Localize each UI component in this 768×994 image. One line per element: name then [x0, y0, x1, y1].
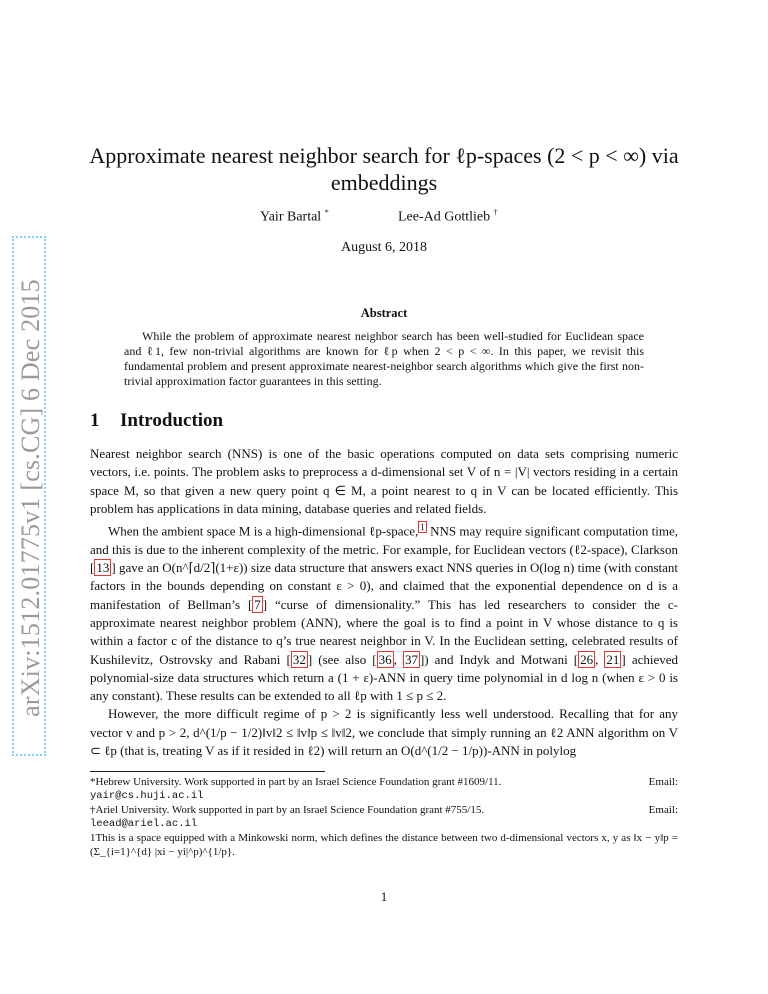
- footnote-affiliation-1: *Hebrew University. Work supported in part by an Israel Science Foundation grant #1609/11. Email:: [90, 776, 678, 788]
- arxiv-stamp[interactable]: arXiv:1512.01775v1 [cs.CG] 6 Dec 2015: [16, 279, 45, 717]
- footnote-link-1[interactable]: 1: [420, 522, 425, 533]
- arxiv-stamp-box: [12, 236, 46, 756]
- section-heading: [90, 410, 490, 432]
- citation-7[interactable]: 7: [254, 596, 261, 612]
- paper-date: August 6, 2018: [341, 240, 427, 255]
- paragraph-1: Nearest neighbor search (NNS) is one of the basic operations computed on data sets comprising numeric vectors, i.e. points. The problem asks to preprocess a d-dimensional set V of n = |V| vectors residing in a certain space M, so that given a new query point q ∈ M, a point nearest to q in V can be located efficiently. This problem has applications in data mining, database queries and related fields.: [90, 446, 678, 516]
- email-1[interactable]: yair@cs.huji.ac.il: [90, 790, 204, 802]
- footnote-1: 1This is a space equipped with a Minkowski norm, which defines the distance between two d-dimensional vectors x, y as ‖x − y‖p = (Σ_{i=1}^{d} |xi − yi|^p)^{1/p}.: [90, 832, 678, 858]
- abstract-heading: Abstract: [360, 306, 408, 320]
- footnote-rule: [90, 771, 325, 772]
- body-text: [90, 445, 678, 760]
- abstract-text: While the problem of approximate nearest neighbor search has been well-studied for Euclidean space and ℓ1, few non-trivial algorithms are known for ℓp when 2 < p < ∞. In this paper, we revisit this fundamental problem and present approximate nearest-neighbor search algorithms which give the first non-trivial approximation factor guarantees in this setting.: [124, 329, 644, 388]
- footnotes: [90, 775, 678, 859]
- author-2: Lee-Ad Gottlieb †: [398, 208, 498, 225]
- page-number: 1: [380, 889, 388, 904]
- citation-36[interactable]: 36: [378, 651, 392, 667]
- paper-title: Approximate nearest neighbor search for ℓp-spaces (2 < p < ∞) via embeddings: [89, 143, 679, 195]
- footnote-affiliation-2: †Ariel University. Work supported in part by an Israel Science Foundation grant #755/15. Email:: [90, 804, 678, 816]
- paragraph-3: However, the more difficult regime of p > 2 is significantly less well understood. Recalling that for any vector v and p > 2, d^(1/p − 1/2)‖v‖2 ≤ ‖v‖p ≤ ‖v‖2, we conclude that simply running an ℓ2 ANN algorithm on V ⊂ ℓp (that is, treating V as if it resided in ℓ2) will return an O(d^(1/2 − 1/p))-ANN in polylog: [90, 706, 678, 759]
- author-1: Yair Bartal *: [260, 208, 329, 225]
- citation-13[interactable]: 13: [96, 560, 110, 576]
- section-title: Introduction: [120, 410, 224, 431]
- citation-32[interactable]: 32: [292, 651, 306, 667]
- citation-26[interactable]: 26: [580, 651, 594, 667]
- paragraph-2: When the ambient space M is a high-dimensional ℓp-space, $^1$ NNS may require significant computation time, and this is due to the inherent complexity of the metric. For example, for Euclidean vectors (ℓ2-space), Clarkson [ 13 ] gave an O(n^⌈d/2⌉(1+ε)) size data structure that answers exact NNS queries in O(log n) time (with constant factors in the bounds depending on constant ε > 0), and claimed that the exponential dependence on d is a manifestation of Bellman’s [ 7 ] “curse of dimensionality.” This has led researchers to consider the c-approximate nearest neighbor problem (ANN), where the goal is to find a point in V whose distance to q is within a factor c of the distance to q’s true nearest neighbor in V. In the Euclidean setting, celebrated results of Kushilevitz, Ostrovsky and Rabani [ 32 ] (see also [ 36 , 37 ]) and Indyk and Motwani [ 26 , 21 ] achieved polynomial-size data structures which return a (1 + ε)-ANN in query time polynomial in d log n (when ε > 0 is any constant). These results can be extended to all ℓp with 1 ≤ p ≤ 2.: [90, 522, 679, 704]
- citation-37[interactable]: 37: [404, 651, 418, 667]
- section-number: 1: [90, 410, 100, 431]
- author-list: [220, 208, 550, 228]
- citation-21[interactable]: 21: [606, 651, 620, 667]
- email-2[interactable]: leead@ariel.ac.il: [90, 818, 198, 830]
